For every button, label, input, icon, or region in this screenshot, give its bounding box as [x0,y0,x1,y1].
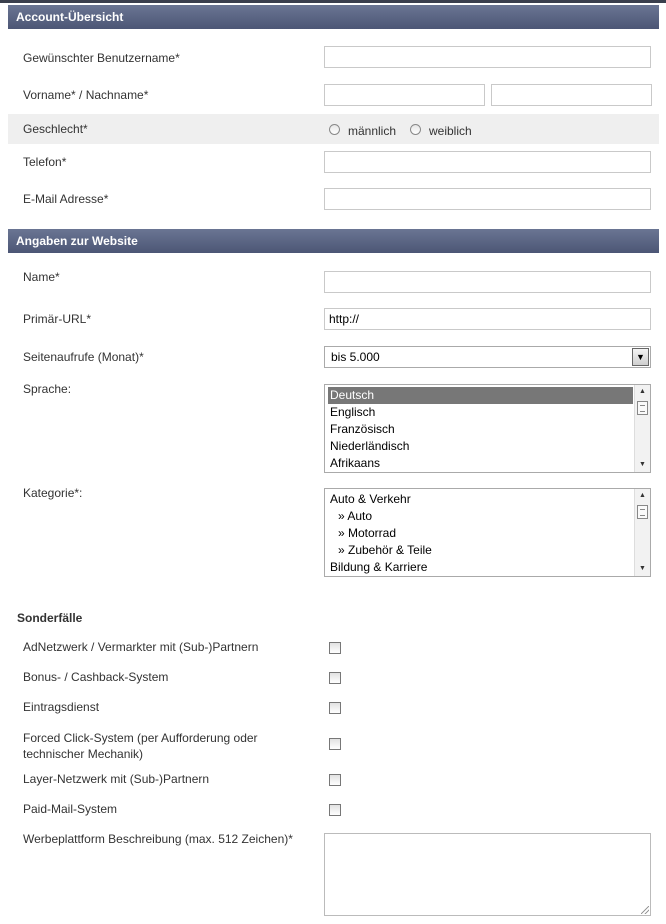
special-item-label: Bonus- / Cashback-System [23,670,169,684]
special-checkbox[interactable] [329,672,341,684]
phone-label: Telefon* [23,155,67,169]
url-label: Primär-URL* [23,312,92,326]
list-item[interactable]: Bildung & Karriere [330,560,428,574]
special-checkbox[interactable] [329,702,341,714]
special-heading: Sonderfälle [17,611,83,625]
list-item[interactable]: Afrikaans [330,456,381,470]
list-item[interactable]: Deutsch [328,387,633,404]
list-item[interactable]: » Motorrad [338,526,397,540]
language-label: Sprache: [23,382,72,396]
website-name-label: Name* [23,270,60,284]
resize-grip-icon[interactable] [641,906,649,914]
username-label: Gewünschter Benutzername* [23,51,180,65]
firstname-input[interactable] [324,84,485,106]
list-item[interactable]: Französisch [330,422,395,436]
phone-input[interactable] [324,151,651,173]
scroll-up-icon[interactable]: ▲ [639,388,646,395]
special-item-label: Forced Click-System (per Aufforderung oder technischer Mechanik) [23,731,258,761]
chevron-down-icon[interactable]: ▼ [632,348,649,366]
scroll-down-icon[interactable]: ▼ [639,565,646,572]
gender-male-label[interactable]: männlich [348,124,397,138]
scroll-thumb[interactable] [637,505,648,519]
gender-male-radio[interactable] [329,124,340,135]
gender-label: Geschlecht* [23,122,88,136]
gender-female-label[interactable]: weiblich [429,124,472,138]
url-input[interactable] [324,308,651,330]
gender-female-radio[interactable] [410,124,421,135]
section-header-website: Angaben zur Website [8,229,659,253]
category-listbox[interactable] [324,488,651,577]
scroll-down-icon[interactable]: ▼ [639,461,646,468]
username-input[interactable] [324,46,651,68]
lastname-input[interactable] [491,84,652,106]
special-item-label: Paid-Mail-System [23,802,118,816]
description-label: Werbeplattform Beschreibung (max. 512 Zeichen)* [23,832,293,846]
website-name-input[interactable] [324,271,651,293]
special-item-label: Layer-Netzwerk mit (Sub-)Partnern [23,772,210,786]
language-listbox[interactable] [324,384,651,473]
description-textarea[interactable] [324,833,651,916]
special-checkbox[interactable] [329,804,341,816]
list-item[interactable]: » Auto [338,509,373,523]
pageviews-value: bis 5.000 [331,350,380,364]
list-item[interactable]: Englisch [330,405,376,419]
top-border [0,0,666,3]
email-label: E-Mail Adresse* [23,192,109,206]
pageviews-select[interactable] [324,346,651,368]
special-checkbox[interactable] [329,774,341,786]
section-header-account: Account-Übersicht [8,5,659,29]
list-item[interactable]: » Zubehör & Teile [338,543,432,557]
pageviews-label: Seitenaufrufe (Monat)* [23,350,144,364]
category-scrollbar[interactable] [634,489,650,576]
special-item-label: Eintragsdienst [23,700,100,714]
list-item[interactable]: Auto & Verkehr [330,492,411,506]
language-scrollbar[interactable] [634,385,650,472]
special-item-label: AdNetzwerk / Vermarkter mit (Sub-)Partnern [23,640,259,654]
name-label: Vorname* / Nachname* [23,88,149,102]
scroll-up-icon[interactable]: ▲ [639,492,646,499]
email-input[interactable] [324,188,651,210]
scroll-thumb[interactable] [637,401,648,415]
category-label: Kategorie*: [23,486,83,500]
list-item[interactable]: Niederländisch [330,439,410,453]
special-checkbox[interactable] [329,642,341,654]
special-checkbox[interactable] [329,738,341,750]
